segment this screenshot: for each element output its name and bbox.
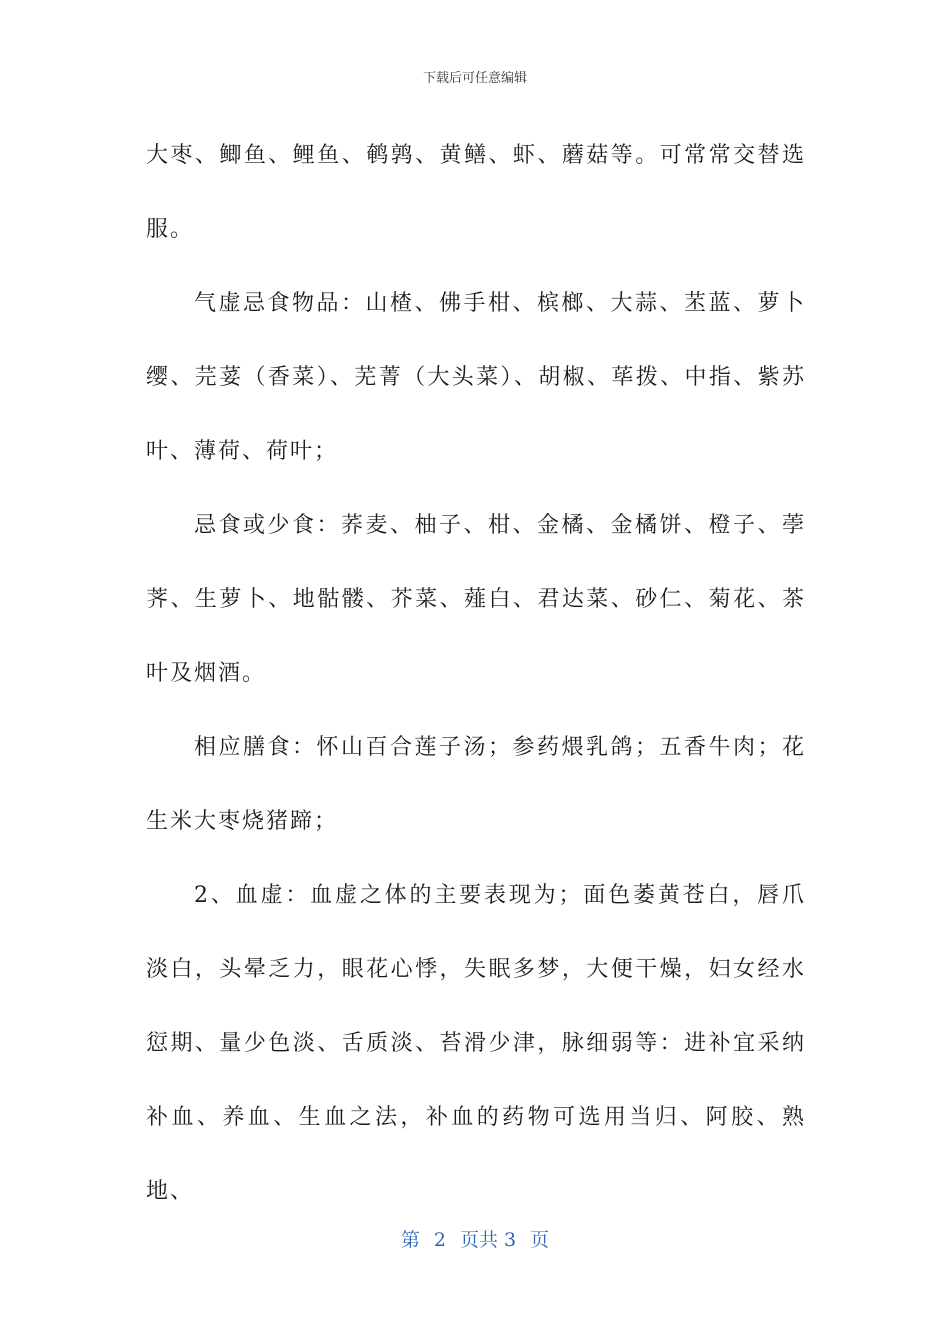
paragraph-4: 相应膳食：怀山百合莲子汤；参药煨乳鸽；五香牛肉；花生米大枣烧猪蹄； — [146, 735, 806, 834]
paragraph-1: 大枣、鲫鱼、鲤鱼、鹌鹑、黄鳝、虾、蘑菇等。可常常交替选服。 — [146, 143, 806, 242]
footer-current-page: 2 — [433, 1229, 446, 1251]
footer-total-pages: 3 — [504, 1229, 517, 1251]
footer-prefix: 第 — [400, 1229, 420, 1251]
footer-suffix: 页 — [530, 1229, 550, 1251]
page-footer — [0, 1225, 950, 1252]
paragraph-3: 忌食或少食：荞麦、柚子、柑、金橘、金橘饼、橙子、荸荠、生萝卜、地骷髅、芥菜、薤白、君达菜、砂仁、菊花、茶叶及烟酒。 — [146, 513, 806, 686]
paragraph-2: 气虚忌食物品：山楂、佛手柑、槟榔、大蒜、苤蓝、萝卜缨、芫荽（香菜）、芜菁（大头菜）、胡椒、荜拨、中指、紫苏叶、薄荷、荷叶； — [146, 291, 806, 464]
footer-middle: 页共 — [459, 1229, 498, 1251]
header-note: 下载后可任意编辑 — [422, 71, 527, 86]
paragraph-5: 2、血虚：血虚之体的主要表现为；面色萎黄苍白，唇爪淡白，头晕乏力，眼花心悸，失眠多梦，大便干燥，妇女经水愆期、量少色淡、舌质淡、苔滑少津，脉细弱等：进补宜采纳补血、养血、生血之法，补血的药物可选用当归、阿胶、熟地、 — [146, 883, 806, 1204]
document-body — [146, 119, 806, 1229]
